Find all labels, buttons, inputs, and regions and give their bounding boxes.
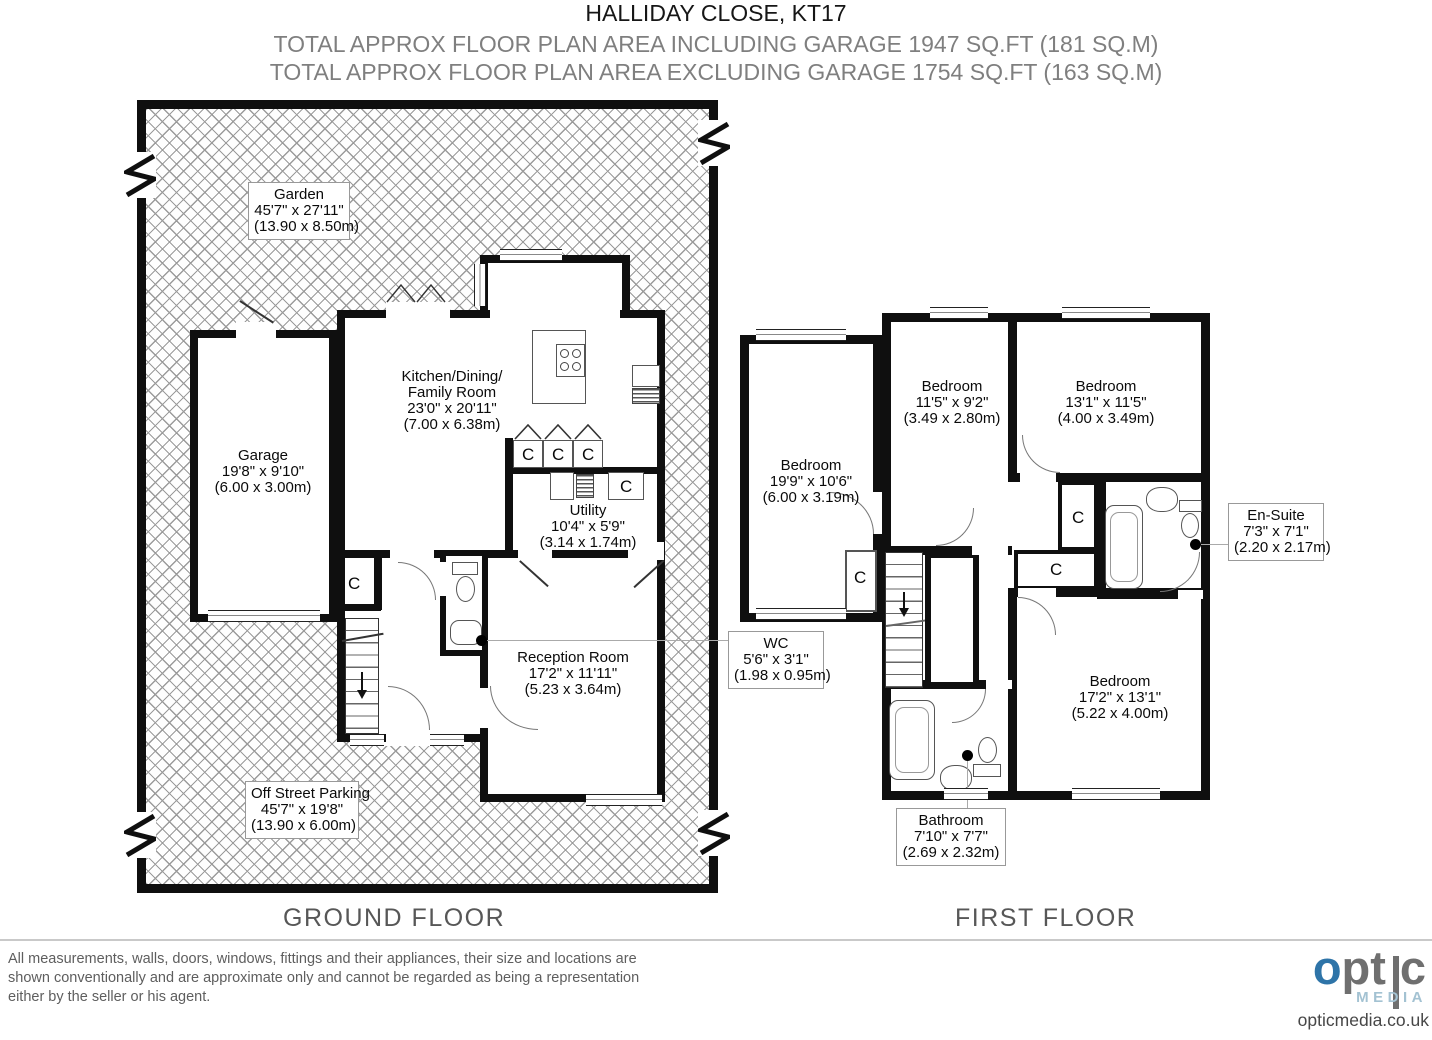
garage-label: Garage 19'8" x 9'10" (6.00 x 3.00m) — [214, 447, 312, 496]
window — [500, 249, 562, 261]
total-area-excluding: TOTAL APPROX FLOOR PLAN AREA EXCLUDING GARAGE 1754 SQ.FT (163 SQ.M) — [269, 59, 1163, 85]
toilet-bowl-icon — [456, 576, 475, 602]
cupboard-label: C — [582, 445, 595, 464]
logo-media-text: MEDIA — [1356, 989, 1427, 1006]
kitchen-label: Kitchen/Dining/ Family Room 23'0" x 20'11" (7.00 x 6.38m) — [401, 368, 503, 433]
disclaimer-line3: either by the seller or his agent. — [8, 989, 211, 1005]
toilet-bowl-icon — [978, 737, 997, 763]
bedroom-main-label: Bedroom 17'2" x 13'1" (5.22 x 4.00m) — [1071, 673, 1169, 722]
cupboard-label: C — [348, 574, 361, 593]
stairs-arrow-icon — [899, 608, 909, 617]
optic-media-logo — [1282, 941, 1430, 1040]
window — [208, 610, 320, 622]
wall-break-icon — [698, 810, 730, 856]
cupboard-label: C — [522, 445, 535, 464]
cupboard-label: C — [620, 477, 633, 496]
toilet-cistern-icon — [452, 562, 478, 575]
window — [1062, 307, 1150, 319]
cupboard-label: C — [552, 445, 565, 464]
bedroom-mid-label: Bedroom 11'5" x 9'2" (3.49 x 2.80m) — [903, 378, 1001, 427]
utility-drainer-icon — [576, 474, 594, 498]
basin-icon — [1146, 487, 1178, 512]
toilet-cistern-icon — [1179, 500, 1202, 512]
utility-sink-icon — [550, 472, 574, 500]
window — [586, 794, 662, 806]
cupboard-label: C — [1072, 508, 1085, 527]
window — [944, 788, 988, 800]
disclaimer-line2: shown conventionally and are approximate only and cannot be regarded as being a representation — [8, 970, 640, 986]
wall-break-icon — [124, 812, 156, 858]
french-door-icon — [386, 284, 416, 308]
wc-label: WC 5'6" x 3'1" (1.98 x 0.95m) — [728, 631, 824, 689]
ground-floor-caption: GROUND FLOOR — [283, 904, 506, 932]
parking-label: Off Street Parking 45'7" x 19'8" (13.90 x 6.00m) — [245, 781, 359, 839]
window — [930, 307, 988, 319]
wall-break-icon — [698, 120, 730, 166]
cupboard-label: C — [854, 568, 867, 587]
window — [756, 608, 846, 620]
bedroom-right-label: Bedroom 13'1" x 11'5" (4.00 x 3.49m) — [1057, 378, 1155, 427]
window — [756, 329, 846, 341]
toilet-bowl-icon — [1181, 513, 1199, 538]
toilet-cistern-icon — [973, 764, 1001, 777]
wall-break-icon — [124, 152, 156, 198]
stair-void — [925, 552, 979, 688]
footer-divider — [0, 939, 1432, 941]
total-area-including: TOTAL APPROX FLOOR PLAN AREA INCLUDING GARAGE 1947 SQ.FT (181 SQ.M) — [273, 31, 1159, 57]
drainer-icon — [632, 388, 660, 404]
utility-label: Utility 10'4" x 5'9" (3.14 x 1.74m) — [539, 502, 637, 551]
first-floor-caption: FIRST FLOOR — [955, 904, 1137, 932]
cupboard-label: C — [1050, 560, 1063, 579]
page-title: HALLIDAY CLOSE, KT17 — [585, 0, 847, 26]
ensuite-label: En-Suite 7'3" x 7'1" (2.20 x 2.17m) — [1228, 503, 1324, 561]
disclaimer-line1: All measurements, walls, doors, windows, fittings and their appliances, their size and locations are — [8, 951, 637, 967]
french-door-icon — [416, 284, 446, 308]
bathroom-callout-dot — [962, 750, 973, 761]
wc-callout-dot — [476, 635, 487, 646]
bathroom-label: Bathroom 7'10" x 7'7" (2.69 x 2.32m) — [896, 808, 1006, 866]
kitchen-sink-icon — [632, 365, 660, 387]
window — [430, 734, 464, 746]
logo-url: opticmedia.co.uk — [1297, 1010, 1429, 1030]
bedroom-left-label: Bedroom 19'9" x 10'6" (6.00 x 3.19m) — [762, 457, 860, 506]
reception-label: Reception Room 17'2" x 11'11" (5.23 x 3.64m) — [517, 649, 629, 698]
ensuite-callout-dot — [1190, 539, 1201, 550]
hob-icon — [556, 344, 585, 377]
window — [474, 264, 486, 306]
window — [1072, 788, 1160, 800]
window — [350, 734, 384, 746]
logo-wordmark: opt c — [1312, 941, 1426, 994]
stairs-arrow-icon — [357, 690, 367, 699]
garden-label: Garden 45'7" x 27'11" (13.90 x 8.50m) — [248, 182, 350, 240]
